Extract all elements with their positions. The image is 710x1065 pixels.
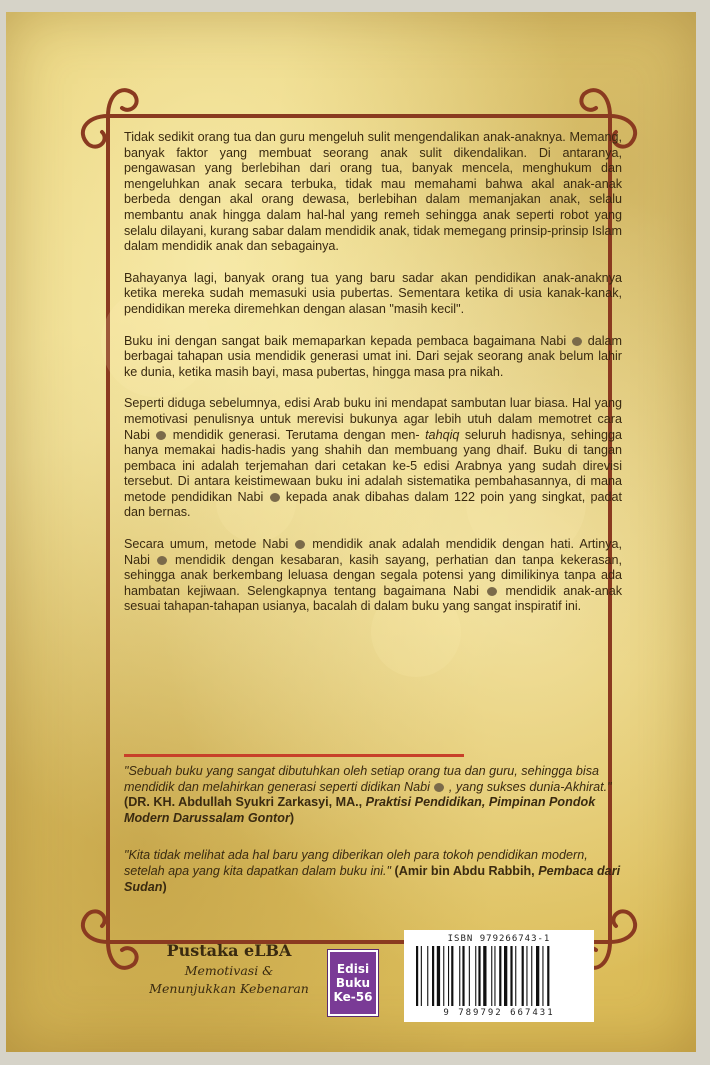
paragraph-4-italic: tahqiq: [425, 427, 460, 442]
publisher-tagline: [124, 962, 334, 998]
paragraph-4: [124, 396, 622, 521]
paragraph-3: [124, 334, 622, 381]
testimonials: [124, 764, 624, 895]
paragraph-2: Bahayanya lagi, banyak orang tua yang baru sadar akan pendidikan anak-anaknya ketika mereka sudah memasuki usia pubertas. Sementara ketika di usia kanak-kanak, pendidikan mereka diremehkan dengan alasan "masih kecil".: [124, 270, 622, 316]
red-divider: [124, 754, 464, 757]
publisher-tagline-line-1: Memotivasi &: [184, 963, 274, 978]
attribution-role: Pembaca dari Sudan: [124, 863, 621, 894]
frame-swirl-top-right-2: [581, 90, 610, 116]
salawat-symbol-icon: [156, 431, 166, 440]
isbn-label: ISBN 979266743-1: [447, 934, 551, 944]
testimonial-2-text: "Kita tidak melihat ada hal baru yang diberikan oleh para tokoh pendidikan modern, setelah apa yang kita dapatkan dalam buku ini.": [124, 848, 588, 878]
frame-swirl-bottom-left: [83, 911, 108, 942]
testimonial-2: [124, 848, 624, 895]
testimonial-1-text: , yang sukses dunia-Akhirat.": [448, 779, 612, 794]
barcode-icon: [414, 946, 584, 1006]
salawat-symbol-icon: [295, 540, 305, 549]
edition-badge: [328, 950, 378, 1016]
paragraph-4-part: kepada anak dibahas dalam 122 poin yang singkat, padat dan bernas.: [124, 489, 623, 520]
attribution-name: (DR. KH. Abdullah Syukri Zarkasyi, MA.,: [124, 795, 363, 810]
paragraph-4-part: seluruh hadisnya, sehingga hanya memakai hadis-hadis yang shahih dan membuang yang dhaif. Buku di tangan pembaca ini adalah terjemahan dari cetakan ke-5 edisi Arabnya yang sudah direvisi tersebut. Di antara keistimewaan buku ini adalah sistematika pembahasannya, di mana metode pendidikan Nabi: [124, 427, 622, 504]
publisher-tagline-line-2: Menunjukkan Kebenaran: [149, 981, 309, 996]
paragraph-4-part: mendidik generasi. Terutama dengan men-: [172, 427, 420, 442]
attribution-close: ): [289, 810, 295, 825]
paragraph-5-part: mendidik anak adalah mendidik dengan hati. Artinya, Nabi: [124, 537, 623, 567]
salawat-symbol-icon: [487, 587, 497, 596]
edition-badge-line-3: Ke-56: [333, 990, 373, 1004]
description-text: [124, 130, 622, 631]
paragraph-3-part: Buku ini dengan sangat baik memaparkan kepada pembaca bagaimana Nabi: [124, 333, 567, 348]
testimonial-1-attribution: [124, 795, 595, 825]
frame-swirl-top-left-2: [108, 90, 137, 116]
paragraph-3-part: dalam berbagai tahapan usia mendidik generasi umat ini. Dari sejak seorang anak belum lahir ke dunia, ketika masih bayi, masa pubertas, hingga masa pra nikah.: [124, 333, 623, 379]
paragraph-5: [124, 537, 622, 615]
attribution-role: Praktisi Pendidikan, Pimpinan Pondok Modern Darussalam Gontor: [124, 795, 596, 825]
frame-swirl-bottom-right: [610, 911, 635, 942]
edition-badge-line-2: Buku: [335, 976, 371, 990]
isbn-barcode: [404, 930, 594, 1022]
publisher-name: Pustaka eLBA: [166, 941, 292, 960]
paragraph-5-part: Secara umum, metode Nabi: [124, 537, 289, 552]
paragraph-5-part: mendidik dengan kesabaran, kasih sayang, perhatian dan tanpa kekerasan, sehingga anak berkembang leluasa dengan segala potensi yang dimilikinya tanpa ada hambatan kejiwaan. Selengkapnya tentang bagaimana Nabi: [124, 552, 623, 598]
testimonial-1: [124, 764, 624, 826]
salawat-symbol-icon: [157, 556, 167, 565]
edition-badge-line-1: Edisi: [336, 962, 370, 976]
book-back-cover: [6, 12, 696, 1052]
paragraph-4-part: Seperti diduga sebelumnya, edisi Arab buku ini mendapat sambutan luar biasa. Hal yang memotivasi penulisnya untuk merevisi bukunya agar lebih utuh dalam memotret cara Nabi: [124, 396, 622, 442]
paragraph-1: Tidak sedikit orang tua dan guru mengeluh sulit mengendalikan anak-anaknya. Memang, banyak faktor yang membuat seorang anak sulit dikendalikan. Di antaranya, pengawasan yang berlebihan dari orang tua, banyak mencela, menghukum dan mengeluhkan anak secara terbuka, tidak mau memahami bahwa akal anak-anak berbeda dengan akal orang dewasa, berlebihan dalam memanjakan anak, selalu membantu anak hingga dalam hal-hal yang remeh sehingga anak seperti robot yang selalu dilayani, kurang sabar dalam mendidik anak, tidak memegang prinsip-prinsip Islam dalam mendidik anak dan sebagainya.: [124, 130, 622, 254]
publisher-logo: [124, 940, 334, 998]
salawat-symbol-icon: [434, 783, 444, 792]
attribution-name: (Amir bin Abdu Rabbih,: [394, 863, 535, 878]
testimonial-1-text: "Sebuah buku yang sangat dibutuhkan oleh setiap orang tua dan guru, sehingga bisa mendidik dan melahirkan generasi seperti didikan Nabi: [124, 764, 600, 794]
frame-swirl-top-left: [83, 116, 108, 147]
barcode-digits: 9 789792 667431: [443, 1008, 555, 1018]
salawat-symbol-icon: [572, 337, 582, 346]
attribution-close: ): [162, 879, 167, 894]
paragraph-5-part: mendidik anak-anak sesuai tahapan-tahapan usianya, bacalah di dalam buku yang sangat inspiratif ini.: [124, 583, 623, 614]
salawat-symbol-icon: [270, 493, 280, 502]
